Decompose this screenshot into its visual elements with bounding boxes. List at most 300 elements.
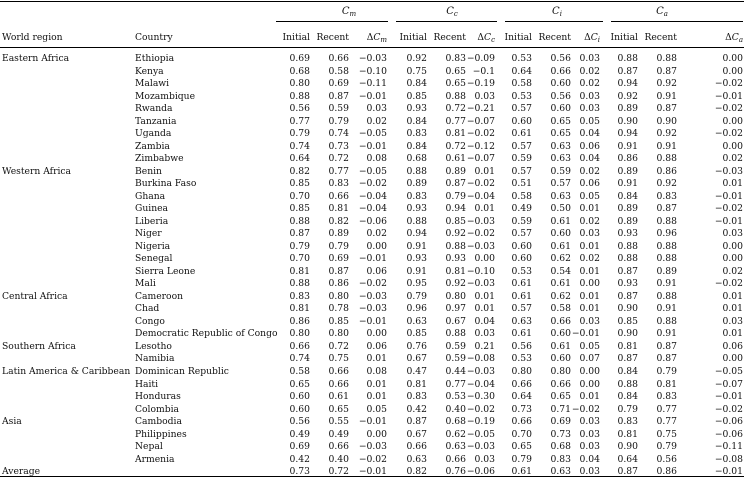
value-cell: 0.84 — [617, 190, 638, 202]
value-cell: 0.03 — [722, 315, 743, 327]
value-cell: 0.93 — [406, 253, 427, 265]
value-cell: 0.85 — [328, 315, 349, 327]
value-cell: 0.85 — [406, 328, 427, 340]
value-cell: −0.05 — [714, 366, 743, 377]
header-recent: Recent — [644, 32, 677, 43]
header-country: Country — [135, 32, 173, 43]
country-cell: Nepal — [135, 441, 163, 453]
header-world-region: World region — [2, 32, 63, 43]
value-cell: 0.74 — [328, 128, 349, 140]
country-cell: Rwanda — [135, 103, 173, 115]
value-cell: 0.69 — [328, 78, 349, 90]
value-cell: 0.06 — [366, 265, 387, 277]
value-cell: −0.06 — [466, 466, 495, 478]
value-cell: 0.63 — [406, 453, 427, 465]
value-cell: 0.42 — [289, 453, 310, 465]
value-cell: 0.02 — [579, 78, 600, 90]
value-cell: 0.00 — [579, 278, 600, 290]
value-cell: 0.02 — [579, 215, 600, 227]
value-cell: 0.04 — [579, 453, 600, 465]
value-cell: 0.66 — [550, 65, 571, 77]
value-cell: 0.65 — [328, 403, 349, 415]
value-cell: 0.59 — [511, 215, 532, 227]
value-cell: 0.64 — [511, 391, 532, 403]
value-cell: 0.40 — [445, 403, 466, 415]
value-cell: 0.80 — [550, 366, 571, 377]
value-cell: −0.01 — [571, 328, 600, 340]
value-cell: 0.01 — [722, 303, 743, 315]
value-cell: 0.93 — [406, 203, 427, 215]
delta-var: C — [731, 32, 739, 43]
value-cell: −0.19 — [466, 78, 495, 90]
value-cell: 0.59 — [328, 103, 349, 115]
value-cell: 0.44 — [445, 366, 466, 377]
value-cell: 0.00 — [366, 240, 387, 252]
value-cell: 0.90 — [617, 115, 638, 127]
header-delta — [347, 32, 387, 43]
value-cell: 0.87 — [406, 416, 427, 428]
value-cell: 0.06 — [579, 178, 600, 190]
value-cell: 0.49 — [328, 428, 349, 440]
country-cell: Cameroon — [135, 290, 184, 302]
value-cell: 0.07 — [579, 353, 600, 365]
value-cell: 0.04 — [579, 128, 600, 140]
value-cell: 0.56 — [511, 340, 532, 352]
group-symbol: C — [656, 6, 664, 17]
value-cell: 0.66 — [406, 441, 427, 453]
country-cell: Dominican Republic — [135, 366, 229, 377]
value-cell: 0.67 — [445, 315, 466, 327]
value-cell: 0.57 — [511, 303, 532, 315]
value-cell: 0.76 — [445, 466, 466, 478]
value-cell: 0.05 — [579, 190, 600, 202]
country-cell: Mozambique — [135, 90, 196, 102]
value-cell: −0.02 — [466, 128, 495, 140]
value-cell: −0.04 — [466, 378, 495, 390]
value-cell: −0.11 — [358, 78, 387, 90]
value-cell: 0.00 — [722, 253, 743, 265]
value-cell: 0.80 — [328, 328, 349, 340]
header-initial: Initial — [504, 32, 532, 43]
group-header — [432, 6, 472, 17]
country-cell: Kenya — [135, 65, 164, 77]
value-cell: 0.01 — [722, 290, 743, 302]
header-recent: Recent — [433, 32, 466, 43]
value-cell: −0.01 — [358, 253, 387, 265]
value-cell: −0.02 — [714, 278, 743, 290]
value-cell: 0.62 — [445, 428, 466, 440]
value-cell: 0.01 — [474, 165, 495, 177]
header-rule — [0, 47, 744, 48]
value-cell: 0.80 — [328, 290, 349, 302]
value-cell: 0.03 — [579, 103, 600, 115]
value-cell: 0.04 — [579, 153, 600, 165]
value-cell: 0.00 — [722, 115, 743, 127]
value-cell: 0.86 — [328, 278, 349, 290]
value-cell: −0.01 — [714, 466, 743, 478]
value-cell: 0.77 — [445, 378, 466, 390]
value-cell: 0.74 — [289, 353, 310, 365]
delta-subscript: i — [597, 36, 600, 44]
value-cell: 0.81 — [617, 340, 638, 352]
value-cell: 0.93 — [406, 103, 427, 115]
value-cell: 0.65 — [445, 65, 466, 77]
value-cell: 0.62 — [550, 253, 571, 265]
value-cell: 0.79 — [511, 453, 532, 465]
value-cell: 0.81 — [406, 378, 427, 390]
value-cell: 0.89 — [617, 203, 638, 215]
value-cell: 0.76 — [406, 340, 427, 352]
value-cell: 0.49 — [289, 428, 310, 440]
value-cell: 0.93 — [445, 253, 466, 265]
group-subscript: m — [349, 10, 357, 18]
value-cell: 0.02 — [366, 115, 387, 127]
value-cell: 0.03 — [579, 228, 600, 240]
value-cell: −0.02 — [358, 178, 387, 190]
delta-var: C — [484, 32, 492, 43]
value-cell: 0.56 — [289, 416, 310, 428]
value-cell: 0.01 — [579, 203, 600, 215]
value-cell: 0.77 — [289, 115, 310, 127]
value-cell: 0.56 — [550, 53, 571, 64]
country-cell: Congo — [135, 315, 165, 327]
value-cell: 0.63 — [445, 441, 466, 453]
value-cell: 0.61 — [511, 328, 532, 340]
value-cell: 0.61 — [511, 278, 532, 290]
value-cell: 0.79 — [406, 290, 427, 302]
value-cell: 0.01 — [366, 378, 387, 390]
value-cell: 0.84 — [406, 140, 427, 152]
value-cell: 0.56 — [550, 90, 571, 102]
country-cell: Tanzania — [135, 115, 177, 127]
value-cell: 0.88 — [656, 240, 677, 252]
value-cell: 0.88 — [289, 278, 310, 290]
value-cell: 0.58 — [328, 65, 349, 77]
country-cell: Malawi — [135, 78, 170, 90]
value-cell: 0.01 — [366, 391, 387, 403]
value-cell: −0.03 — [358, 53, 387, 64]
value-cell: 0.85 — [289, 178, 310, 190]
value-cell: 0.92 — [656, 78, 677, 90]
header-initial: Initial — [282, 32, 310, 43]
value-cell: 0.69 — [328, 253, 349, 265]
value-cell: 0.01 — [474, 290, 495, 302]
value-cell: 0.96 — [406, 303, 427, 315]
value-cell: 0.87 — [617, 290, 638, 302]
value-cell: 0.01 — [474, 203, 495, 215]
value-cell: −0.07 — [466, 153, 495, 165]
value-cell: 0.88 — [656, 215, 677, 227]
value-cell: 0.75 — [406, 65, 427, 77]
value-cell: 0.03 — [474, 453, 495, 465]
header-initial: Initial — [610, 32, 638, 43]
value-cell: 0.80 — [445, 290, 466, 302]
value-cell: 0.65 — [550, 115, 571, 127]
value-cell: 0.87 — [445, 178, 466, 190]
value-cell: 0.97 — [445, 303, 466, 315]
value-cell: 0.79 — [289, 240, 310, 252]
value-cell: 0.47 — [406, 366, 427, 377]
value-cell: 0.60 — [289, 391, 310, 403]
value-cell: 0.00 — [722, 65, 743, 77]
value-cell: 0.67 — [406, 353, 427, 365]
value-cell: 0.60 — [550, 353, 571, 365]
value-cell: 0.58 — [511, 78, 532, 90]
delta-subscript: a — [738, 36, 743, 44]
delta-var: C — [373, 32, 381, 43]
value-cell: 0.94 — [617, 128, 638, 140]
value-cell: −0.01 — [358, 416, 387, 428]
value-cell: 0.79 — [656, 441, 677, 453]
value-cell: 0.73 — [511, 403, 532, 415]
group-symbol: C — [446, 6, 454, 17]
value-cell: 0.80 — [511, 366, 532, 377]
value-cell: 0.58 — [550, 303, 571, 315]
value-cell: 0.59 — [445, 353, 466, 365]
value-cell: 0.86 — [289, 315, 310, 327]
value-cell: 0.01 — [579, 265, 600, 277]
region-cell: Eastern Africa — [2, 53, 70, 64]
value-cell: 0.68 — [289, 65, 310, 77]
value-cell: 0.03 — [722, 228, 743, 240]
value-cell: 0.61 — [328, 391, 349, 403]
value-cell: 0.83 — [445, 53, 466, 64]
value-cell: −0.10 — [358, 65, 387, 77]
value-cell: 0.82 — [328, 215, 349, 227]
value-cell: 0.83 — [289, 290, 310, 302]
value-cell: 0.66 — [328, 378, 349, 390]
value-cell: 0.68 — [406, 153, 427, 165]
value-cell: −0.02 — [466, 228, 495, 240]
value-cell: 0.68 — [445, 416, 466, 428]
value-cell: 0.60 — [511, 253, 532, 265]
value-cell: −0.03 — [466, 240, 495, 252]
value-cell: 0.08 — [366, 366, 387, 377]
value-cell: 0.53 — [511, 265, 532, 277]
country-cell: Uganda — [135, 128, 172, 140]
value-cell: 0.91 — [617, 140, 638, 152]
value-cell: 0.93 — [617, 278, 638, 290]
value-cell: 0.94 — [445, 203, 466, 215]
value-cell: 0.92 — [445, 228, 466, 240]
delta-subscript: m — [380, 36, 387, 44]
value-cell: 0.55 — [328, 416, 349, 428]
value-cell: −0.02 — [714, 103, 743, 115]
value-cell: 0.81 — [617, 428, 638, 440]
value-cell: 0.63 — [550, 140, 571, 152]
value-cell: 0.72 — [445, 103, 466, 115]
value-cell: 0.01 — [579, 303, 600, 315]
value-cell: 0.83 — [406, 391, 427, 403]
value-cell: 0.90 — [617, 303, 638, 315]
value-cell: 0.88 — [617, 253, 638, 265]
value-cell: 0.05 — [366, 403, 387, 415]
value-cell: −0.01 — [714, 391, 743, 403]
value-cell: 0.72 — [328, 153, 349, 165]
value-cell: 0.59 — [550, 165, 571, 177]
value-cell: −0.01 — [714, 215, 743, 227]
group-subscript: a — [663, 10, 668, 18]
value-cell: 0.49 — [511, 203, 532, 215]
value-cell: −0.03 — [466, 441, 495, 453]
value-cell: 0.80 — [289, 78, 310, 90]
value-cell: 0.88 — [445, 240, 466, 252]
value-cell: −0.03 — [358, 303, 387, 315]
group-underline — [396, 21, 497, 22]
value-cell: 0.87 — [656, 353, 677, 365]
value-cell: 0.95 — [406, 278, 427, 290]
value-cell: 0.82 — [406, 466, 427, 478]
value-cell: 0.63 — [550, 466, 571, 478]
value-cell: 0.88 — [406, 215, 427, 227]
value-cell: 0.79 — [328, 115, 349, 127]
value-cell: 0.01 — [579, 290, 600, 302]
group-subscript: i — [559, 10, 562, 18]
value-cell: −0.12 — [466, 140, 495, 152]
value-cell: −0.03 — [466, 215, 495, 227]
value-cell: 0.59 — [445, 340, 466, 352]
group-subscript: c — [453, 10, 458, 18]
country-cell: Senegal — [135, 253, 173, 265]
value-cell: 0.70 — [289, 190, 310, 202]
value-cell: 0.86 — [656, 466, 677, 478]
value-cell: 0.87 — [328, 90, 349, 102]
value-cell: −0.02 — [571, 403, 600, 415]
value-cell: 0.66 — [550, 315, 571, 327]
value-cell: 0.58 — [511, 190, 532, 202]
value-cell: −0.02 — [714, 403, 743, 415]
value-cell: 0.06 — [579, 140, 600, 152]
value-cell: 0.84 — [617, 391, 638, 403]
value-cell: 0.87 — [656, 203, 677, 215]
value-cell: 0.03 — [579, 466, 600, 478]
value-cell: 0.84 — [617, 366, 638, 377]
value-cell: −0.03 — [358, 290, 387, 302]
region-cell: Western Africa — [2, 165, 72, 177]
value-cell: −0.05 — [358, 128, 387, 140]
value-cell: −0.19 — [466, 416, 495, 428]
value-cell: 0.03 — [579, 441, 600, 453]
header-delta — [560, 32, 600, 43]
value-cell: 0.81 — [289, 303, 310, 315]
country-cell: Burkina Faso — [135, 178, 197, 190]
value-cell: 0.73 — [328, 140, 349, 152]
value-cell: 0.84 — [406, 78, 427, 90]
delta-symbol: Δ — [366, 32, 374, 43]
value-cell: 0.66 — [445, 453, 466, 465]
group-underline — [276, 21, 388, 22]
value-cell: 0.05 — [579, 115, 600, 127]
value-cell: 0.56 — [656, 453, 677, 465]
value-cell: 0.66 — [550, 378, 571, 390]
country-cell: Guinea — [135, 203, 169, 215]
value-cell: 0.75 — [328, 353, 349, 365]
country-cell: Chad — [135, 303, 160, 315]
value-cell: 0.88 — [656, 53, 677, 64]
value-cell: 0.87 — [656, 65, 677, 77]
value-cell: −0.05 — [466, 428, 495, 440]
country-cell: Lesotho — [135, 340, 172, 352]
value-cell: −0.06 — [714, 428, 743, 440]
country-cell: Honduras — [135, 391, 181, 403]
value-cell: −0.03 — [358, 441, 387, 453]
value-cell: 0.60 — [550, 103, 571, 115]
value-cell: 0.64 — [289, 153, 310, 165]
value-cell: 0.03 — [474, 328, 495, 340]
region-cell: Asia — [2, 416, 22, 428]
value-cell: 0.66 — [511, 378, 532, 390]
value-cell: −0.02 — [714, 78, 743, 90]
value-cell: 0.63 — [550, 190, 571, 202]
value-cell: 0.84 — [406, 115, 427, 127]
value-cell: −0.04 — [358, 203, 387, 215]
value-cell: 0.61 — [511, 466, 532, 478]
value-cell: 0.54 — [550, 265, 571, 277]
value-cell: −0.02 — [358, 453, 387, 465]
country-cell: Zambia — [135, 140, 170, 152]
country-cell: Colombia — [135, 403, 180, 415]
group-symbol: C — [552, 6, 560, 17]
value-cell: 0.69 — [550, 416, 571, 428]
value-cell: −0.01 — [358, 315, 387, 327]
value-cell: 0.03 — [579, 315, 600, 327]
value-cell: −0.09 — [466, 53, 495, 64]
value-cell: 0.89 — [656, 265, 677, 277]
value-cell: 0.63 — [550, 153, 571, 165]
value-cell: 0.00 — [722, 353, 743, 365]
country-cell: Zimbabwe — [135, 153, 184, 165]
value-cell: 0.91 — [656, 303, 677, 315]
value-cell: −0.07 — [714, 378, 743, 390]
value-cell: 0.92 — [656, 178, 677, 190]
value-cell: 0.06 — [722, 340, 743, 352]
value-cell: 0.86 — [656, 165, 677, 177]
value-cell: 0.88 — [656, 290, 677, 302]
value-cell: 0.89 — [617, 215, 638, 227]
group-header — [537, 6, 577, 17]
value-cell: 0.77 — [445, 115, 466, 127]
value-cell: 0.03 — [579, 416, 600, 428]
value-cell: 0.88 — [445, 90, 466, 102]
region-cell: Central Africa — [2, 290, 68, 302]
value-cell: 0.61 — [445, 153, 466, 165]
value-cell: 0.73 — [550, 428, 571, 440]
delta-var: C — [590, 32, 598, 43]
value-cell: 0.92 — [445, 278, 466, 290]
value-cell: 0.87 — [289, 228, 310, 240]
delta-symbol: Δ — [725, 32, 732, 43]
value-cell: 0.02 — [722, 153, 743, 165]
value-cell: 0.03 — [366, 103, 387, 115]
value-cell: 0.79 — [617, 403, 638, 415]
value-cell: 0.90 — [617, 328, 638, 340]
value-cell: −0.30 — [466, 391, 495, 403]
value-cell: 0.92 — [617, 90, 638, 102]
value-cell: 0.83 — [617, 416, 638, 428]
value-cell: −0.04 — [466, 190, 495, 202]
value-cell: 0.00 — [579, 378, 600, 390]
group-underline — [505, 21, 603, 22]
value-cell: 0.89 — [328, 228, 349, 240]
value-cell: −0.11 — [714, 441, 743, 453]
value-cell: 0.65 — [511, 441, 532, 453]
value-cell: 0.60 — [289, 403, 310, 415]
value-cell: 0.87 — [617, 265, 638, 277]
value-cell: 0.72 — [328, 466, 349, 478]
value-cell: 0.01 — [722, 178, 743, 190]
value-cell: 0.62 — [550, 290, 571, 302]
value-cell: 0.69 — [289, 53, 310, 64]
